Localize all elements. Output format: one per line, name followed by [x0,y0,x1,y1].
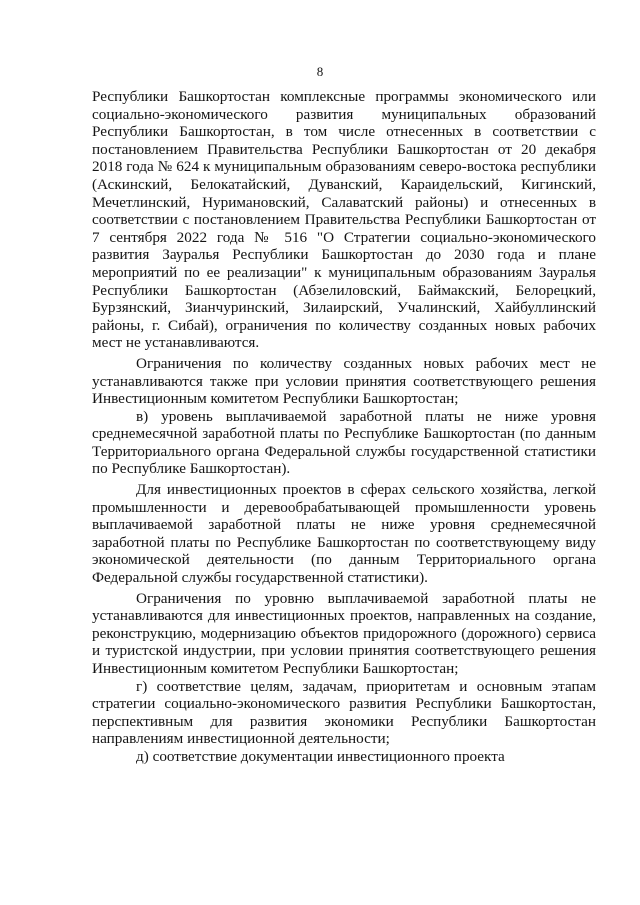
paragraph-sector-salary-level: Для инвестиционных проектов в сферах сельского хозяйства, легкой промышленности и деревообрабатывающей промышленности уровень выплачиваемой заработной платы не ниже уровня среднемесячной заработной платы по Республике Башкортостан по соответствующему виду экономической деятельности (по данным Территориального органа Федеральной службы государственной статистики). [92,481,596,587]
document-body [92,88,596,766]
paragraph-item-d-documentation: д) соответствие документации инвестиционного проекта [136,747,505,765]
paragraph-item-v-salary-level: в) уровень выплачиваемой заработной платы не ниже уровня среднемесячной заработной платы по Республике Башкортостан (по данным Территориального органа Федеральной службы государственной статистики по Республике Башкортостан). [92,407,596,478]
paragraph-job-limits-exemption: Ограничения по количеству созданных новых рабочих мест не устанавливаются также при условии принятия соответствующего решения Инвестиционным комитетом Республики Башкортостан; [92,354,596,408]
paragraph-salary-limits-exemption: Ограничения по уровню выплачиваемой заработной платы не устанавливаются для инвестиционных проектов, направленных на создание, реконструкцию, модернизацию объектов придорожного (дорожного) сервиса и туристской индустрии, при условии принятия соответствующего решения Инвестиционным комитетом Республики Башкортостан; [92,589,596,677]
paragraph-item-g-strategy: г) соответствие целям, задачам, приоритетам и основным этапам стратегии социально-экономического развития Республики Башкортостан, перспективным для развития экономики Республики Башкортостан направлениям инвестиционной деятельности; [92,677,596,748]
paragraph-continuation: Республики Башкортостан комплексные программы экономического или социально-экономического развития муниципальных образований Республики Башкортостан, в том числе отнесенных в соответствии с постановлением Правительства Республики Башкортостан от 20 декабря 2018 года № 624 к муниципальным образованиям северо-востока республики (Аскинский, Белокатайский, Дуванский, Караидельский, Кигинский, Мечетлинский, Нуримановский, Салаватский районы) и отнесенных в соответствии с постановлением Правительства Республики Башкортостан от 7 сентября 2022 года № 516 "О Стратегии социально-экономического развития Зауралья Республики Башкортостан до 2030 года и плане мероприятий по ее реализации" к муниципальным образованиям Зауралья Республики Башкортостан (Абзелиловский, Баймакский, Белорецкий, Бурзянский, Зианчуринский, Зилаирский, Учалинский, Хайбуллинский районы, г. Сибай), ограничения по количеству созданных новых рабочих мест не устанавливаются. [92,88,596,352]
page-number: 8 [316,64,324,79]
